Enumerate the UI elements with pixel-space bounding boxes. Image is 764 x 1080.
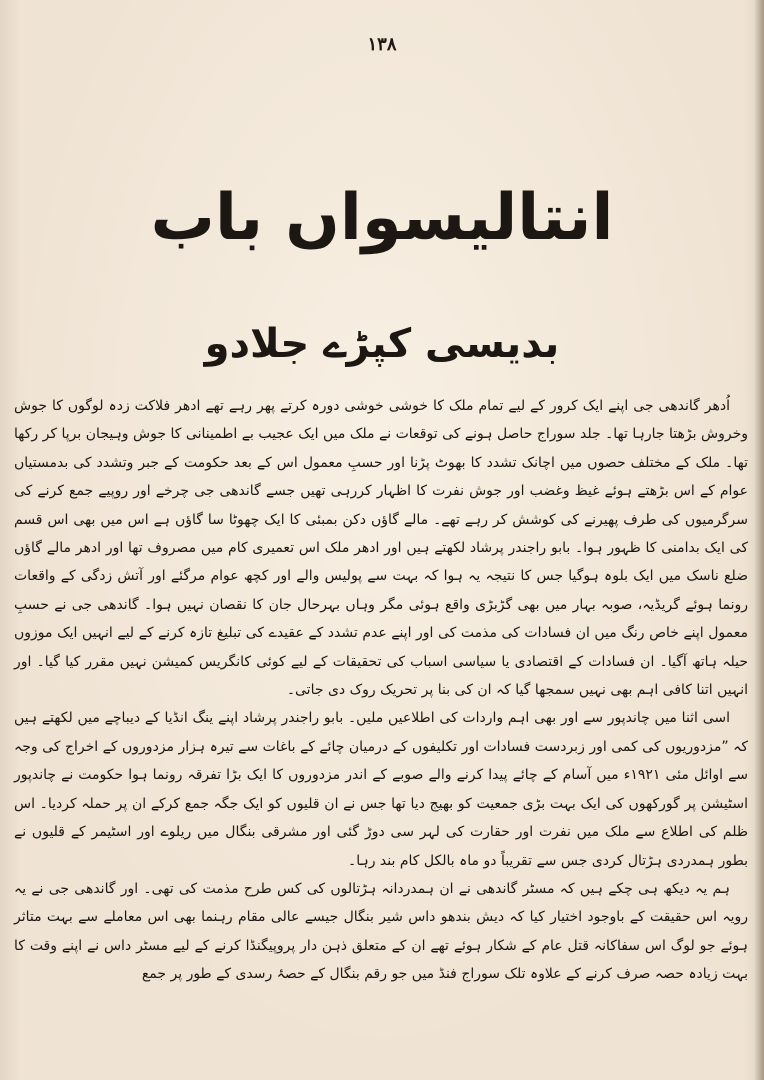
page-edge-shadow (754, 0, 764, 1080)
paragraph: اسی اثنا میں چاندپور سے اور بھی اہم واردات کی اطلاعیں ملیں۔ بابو راجندر پرشاد اپنے ینگ انڈیا کے دیباچے میں لکھتے ہیں کہ ”مزدوریوں کی کمی اور زبردست فسادات اور تکلیفوں کے درمیان چائے کے باغات سے تیرہ ہزار مزدوروں کے اخراج کی وجہ سے اوائل مئی ۱۹۲۱ء میں آسام کے چائے پیدا کرنے والے صوبے کے اندر مزدوروں کا ایک بڑا تفرقہ رونما ہوا حکومت نے چاندپور اسٹیشن پر گورکھوں کی ایک بہت بڑی جمعیت کو بھیج دیا تھا جس نے ان قلیوں کو ایک جگہ جمع کرکے ان پر حملہ کردیا۔ اس ظلم کی اطلاع سے ملک میں نفرت اور حقارت کی لہر سی دوڑ گئی اور مشرقی بنگال میں ریلوے اور اسٹیمر کے قلیوں نے بطور ہمدردی ہڑتال کردی جس سے تقریباً دو ماہ بالکل کام بند رہا۔ (14, 710, 749, 869)
body-text (14, 392, 748, 989)
page-number: ۱۳۸ (367, 34, 397, 55)
paragraph: ہم یہ دیکھ ہی چکے ہیں کہ مسٹر گاندھی نے ان ہمدردانہ ہڑتالوں کی کس طرح مذمت کی تھی۔ اور گاندھی جی نے یہ رویہ اس حقیقت کے باوجود اختیار کیا کہ دیش بندھو داس شیر بنگال جیسے عالی مقام رہنما بھی اس معاملے سے بہت متاثر ہوئے جو لوگ اس سفاکانہ قتل عام کے شکار ہوئے تھے ان کے متعلق ذہن دار پروپیگنڈا کرنے کے لیے مسٹر داس نے اپنے وقت کا بہت زیادہ حصہ صرف کرنے کے علاوہ تلک سوراج فنڈ میں جو رقم بنگال کے حصۂ رسدی کے طور پر جمع (14, 880, 748, 983)
chapter-title: انتالیسواں باب (150, 181, 614, 255)
chapter-subtitle: بدیسی کپڑے جلادو (204, 321, 560, 367)
paragraph: اُدھر گاندھی جی اپنے ایک کرور کے لیے تمام ملک کا خوشی خوشی دورہ کرتے پھر رہے تھے ادھر فلاکت زدہ لوگوں کا جوش وخروش بڑھتا جارہا تھا۔ جلد سوراج حاصل ہونے کی توقعات نے ملک میں ایک عجیب بے اطمینانی کا جوش وہیجان برپا کر رکھا تھا۔ ملک کے مختلف حصوں میں اچانک تشدد کا بھوٹ پڑنا اور حسبِ معمول اس کے بعد حکومت کے جبر وتشدد کی بدمستیاں عوام کے اس بڑھتے ہوئے غیظ وغضب اور جوش نفرت کا اظہار کررہی تھیں جسے گاندھی جی چرخے اور روپیے جمع کرنے کی سرگرمیوں کی طرف پھیرنے کی کوشش کر رہے تھے۔ مالے گاؤں دکن بمبئی کا ایک چھوٹا سا گاؤں ہے اس میں بھی اس قسم کی ایک بدامنی کا ظہور ہوا۔ بابو راجندر پرشاد لکھتے ہیں اور ادھر ملک اس تعمیری کام میں مصروف تھا اور ادھر مالے گاؤں ضلع ناسک میں ایک بلوہ ہوگیا جس کا نتیجہ یہ ہوا کہ بہت سے پولیس والے اور کچھ عوام مرگئے اور آتش زدگی کے واقعات رونما ہوئے گریڈیہ، صوبہ بہار میں بھی گڑبڑی واقع ہوئی مگر وہاں بہرحال جان کا نقصان نہیں ہوا۔ گاندھی جی نے حسبِ معمول اپنے خاص رنگ میں ان فسادات کی مذمت کی اور اپنے عدم تشدد کے عقیدے کی تبلیغ تازہ کرنے کے لیے انہیں ایک موزوں حیلہ ہاتھ آگیا۔ ان فسادات کے اقتصادی یا سیاسی اسباب کی تحقیقات کے لیے کوئی کانگریس کمیشن نہیں مقرر کیا گیا۔ اور انہیں اتنا کافی اہم بھی نہیں سمجھا گیا کہ ان کی بنا پر تحریک روک دی جاتی۔ (14, 398, 748, 699)
